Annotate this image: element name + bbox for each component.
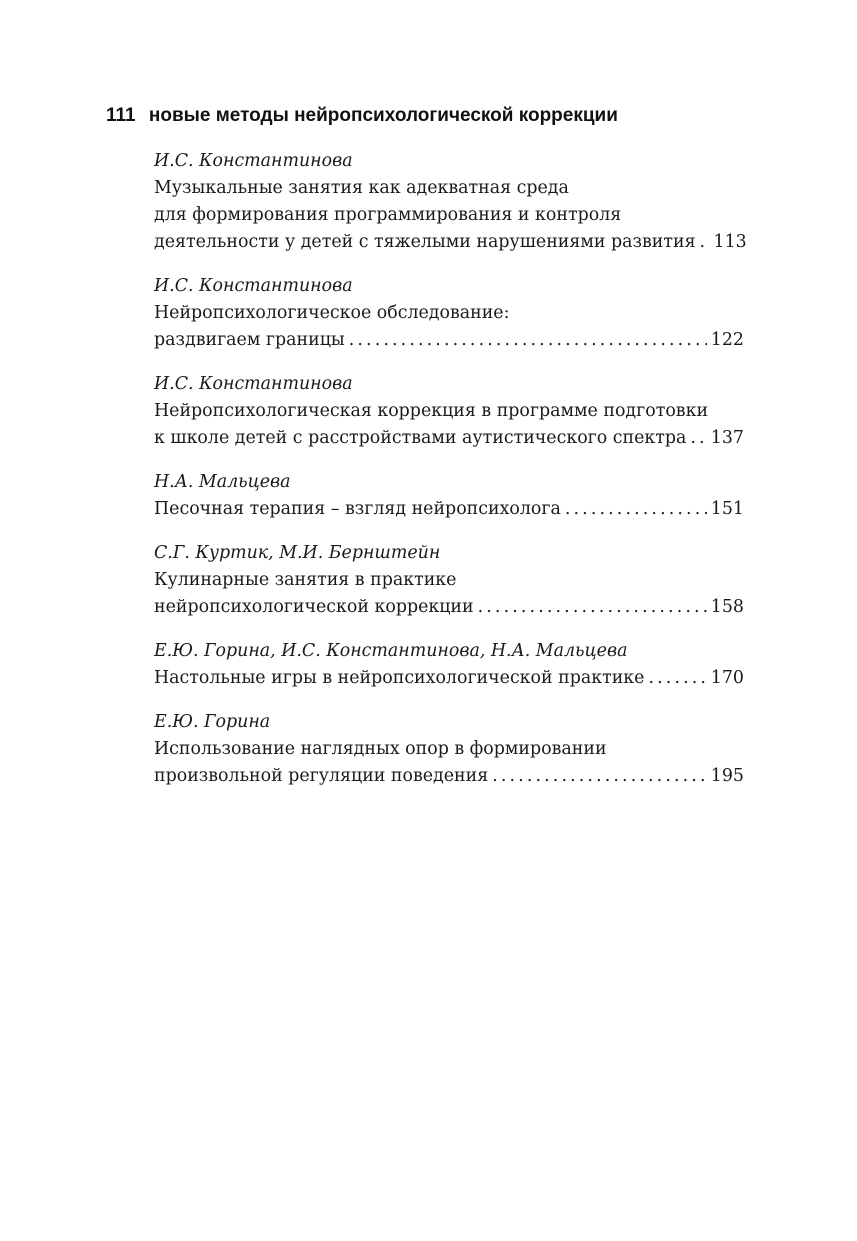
toc-entry [154,273,744,354]
toc-entry [154,469,744,523]
entry-title-text: нейропсихологической коррекции [154,597,474,617]
entry-title-text: деятельности у детей с тяжелыми нарушениями развития [154,232,696,252]
entry-title-line: Музыкальные занятия как адекватная среда [154,178,569,198]
entry-title-line: Кулинарные занятия в практике [154,570,457,590]
entry-title-line: для формирования программирования и контроля [154,205,622,225]
entry-author: Е.Ю. Горина [154,712,271,732]
entry-author: Н.А. Мальцева [154,472,291,492]
entry-author: И.С. Константинова [154,276,353,296]
table-of-contents [154,148,747,807]
entry-title-text: Настольные игры в нейропсихологической практике [154,668,645,688]
entry-page-number: 122 [710,330,744,350]
entry-page-number: 151 [710,499,744,519]
toc-entry [154,540,744,621]
dot-leader [349,327,707,354]
entry-page-number: 195 [710,766,744,786]
entry-page-number: 113 [713,232,747,252]
entry-title-line: Использование наглядных опор в формировании [154,739,607,759]
entry-page-number: 158 [710,597,744,617]
entry-title-last-line [154,665,744,692]
entry-title-text: к школе детей с расстройствами аутистического спектра [154,428,687,448]
entry-author: И.С. Константинова [154,374,353,394]
entry-title-line: Нейропсихологическая коррекция в программе подготовки [154,401,709,421]
entry-title-text: раздвигаем границы [154,330,345,350]
dot-leader [690,425,706,452]
section-header [106,103,618,129]
section-title: новые методы нейропсихологической коррекции [148,105,618,126]
toc-entry [154,371,744,452]
entry-title-text: Песочная терапия – взгляд нейропсихолога [154,499,561,519]
entry-title-last-line [154,327,744,354]
entry-title-last-line [154,425,744,452]
entry-author: С.Г. Куртик, М.И. Бернштейн [154,543,441,563]
entry-page-number: 137 [710,428,744,448]
entry-title-last-line [154,496,744,523]
entry-author: И.С. Константинова [154,151,353,171]
dot-leader [492,763,707,790]
entry-title-last-line [154,594,744,621]
entry-page-number: 170 [710,668,744,688]
dot-leader [478,594,707,621]
entry-title-last-line [154,229,747,256]
toc-entry [154,148,747,256]
toc-entry [154,709,744,790]
dot-leader [565,496,707,523]
toc-entry [154,638,744,692]
entry-title-text: произвольной регуляции поведения [154,766,489,786]
dot-leader [648,665,706,692]
entry-title-last-line [154,763,744,790]
entry-title-line: Нейропсихологическое обследование: [154,303,510,323]
dot-leader [700,229,710,256]
entry-author: Е.Ю. Горина, И.С. Константинова, Н.А. Мальцева [154,641,628,661]
section-number: 111 [106,105,136,126]
